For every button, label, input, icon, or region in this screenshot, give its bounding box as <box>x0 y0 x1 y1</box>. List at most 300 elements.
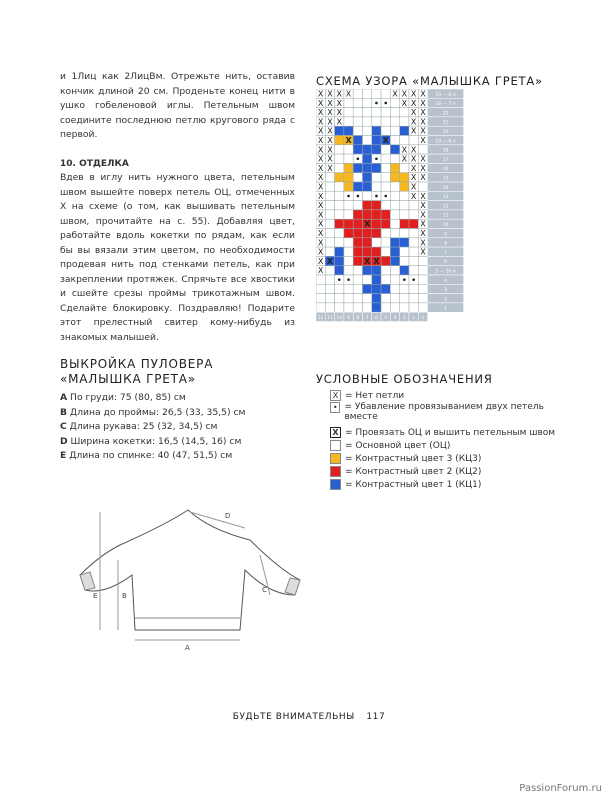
chart-cell <box>335 219 344 228</box>
chart-cell <box>381 117 390 126</box>
measurements-list <box>60 391 295 464</box>
row-label: 7 <box>444 250 448 256</box>
col-label: 6 <box>375 316 378 321</box>
chart-dot-mark <box>384 195 387 198</box>
chart-x-mark: X <box>317 98 324 108</box>
chart-cell <box>372 238 381 247</box>
legend-swatch <box>330 466 341 477</box>
chart-cell <box>363 284 372 293</box>
chart-cell <box>325 173 334 182</box>
measurement-letter: D <box>60 435 68 447</box>
dim-label-a: A <box>185 644 190 652</box>
legend-item <box>316 426 566 439</box>
chart-cell <box>372 173 381 182</box>
chart-cell <box>353 145 362 154</box>
chart-cell <box>353 126 362 135</box>
chart-cell <box>390 201 399 210</box>
chart-x-mark: X <box>401 98 408 108</box>
chart-cell <box>363 247 372 256</box>
chart-cell <box>335 201 344 210</box>
chart-cell <box>363 275 372 284</box>
col-label: 2 <box>412 316 416 321</box>
chart-cell <box>325 191 334 200</box>
chart-cell <box>335 163 344 172</box>
footer <box>0 712 610 722</box>
chart-x-mark: X <box>401 145 408 155</box>
chart-title-text: СХЕМА УЗОРА «МАЛЫШКА ГРЕТА» <box>316 74 543 88</box>
chart-cell <box>363 210 372 219</box>
row-label: 11 <box>442 213 449 219</box>
legend-text: = Контрастный цвет 2 (КЦ2) <box>345 466 482 477</box>
chart-cell <box>344 173 353 182</box>
chart-cell <box>363 145 372 154</box>
row-label: 17 <box>442 157 449 163</box>
chart-cell <box>335 136 344 145</box>
chart-cell <box>344 108 353 117</box>
chart-x-mark: X <box>420 229 426 238</box>
chart-x-mark: X <box>410 182 417 192</box>
chart-cell <box>372 126 381 135</box>
chart-cell <box>335 173 344 182</box>
chart-cell <box>372 117 381 126</box>
legend-swatch <box>330 440 341 451</box>
chart-cell <box>390 154 399 163</box>
chart-cell <box>353 247 362 256</box>
chart-cell <box>390 275 399 284</box>
chart-cell <box>418 256 427 265</box>
chart-x-mark: X <box>336 117 342 127</box>
chart-cell <box>344 98 353 107</box>
chart-cell <box>400 117 409 126</box>
measurement-letter: B <box>60 406 68 418</box>
chart-cell <box>372 89 381 98</box>
chart-x-mark: X <box>420 219 426 229</box>
step-title: 10. ОТДЕЛКА <box>60 158 129 169</box>
chart-cell <box>372 275 381 284</box>
legend-swatch <box>330 453 341 464</box>
chart-cell <box>381 256 390 265</box>
chart-cell <box>353 275 362 284</box>
chart-dot-mark <box>375 157 378 160</box>
col-label: 4 <box>393 316 397 321</box>
chart-x-mark: X <box>345 136 352 145</box>
chart-cell <box>409 201 418 210</box>
row-label: 21 <box>442 120 449 126</box>
chart-cell <box>390 182 399 191</box>
legend-item <box>316 439 566 452</box>
chart-cell <box>363 191 372 200</box>
chart-cell <box>335 229 344 238</box>
chart-x-mark: X <box>410 191 417 201</box>
chart-x-mark: X <box>420 117 426 127</box>
watermark: PassionForum.ru <box>519 783 602 794</box>
chart-cell <box>325 219 334 228</box>
row-label: 2 <box>444 297 448 303</box>
chart-cell <box>381 201 390 210</box>
chart-x-mark: X <box>317 266 324 276</box>
chart-cell <box>390 98 399 107</box>
chart-cell <box>409 266 418 275</box>
chart-cell <box>390 284 399 293</box>
chart-cell <box>325 303 334 312</box>
chart-cell <box>325 238 334 247</box>
row-label: 19 — 6 п <box>435 139 456 145</box>
chart-cell <box>335 145 344 154</box>
chart-cell <box>344 126 353 135</box>
row-label: 3 <box>444 288 448 294</box>
chart-cell <box>390 173 399 182</box>
chart-x-mark: X <box>326 256 334 266</box>
chart-x-mark: X <box>401 89 408 99</box>
chart-cell <box>335 191 344 200</box>
chart-x-mark: X <box>317 126 324 136</box>
chart-cell <box>390 256 399 265</box>
legend-swatch <box>330 479 341 490</box>
row-label: 15 <box>442 176 449 182</box>
chart-cell <box>381 238 390 247</box>
legend-items <box>316 389 566 491</box>
chart-x-mark: X <box>327 98 333 108</box>
chart-cell <box>353 117 362 126</box>
chart-cell <box>400 191 409 200</box>
chart-cell <box>344 154 353 163</box>
chart-x-mark: X <box>420 210 426 220</box>
col-label: 5 <box>384 316 388 321</box>
chart-title <box>316 74 556 88</box>
legend-item <box>316 452 566 465</box>
paragraph-finishing: Вдев в иглу нить нужного цвета, петельным швом вышейте поверх петель ОЦ, отмеченных X на схеме (о том, как вышивать петельным швом, прочитайте на с. 55). Добавляя цвет, работайте вдоль кокетки по рядам, как если бы вы вязали этим цветом, по необходимости продевая нить под стенками петель, как при закреплении протяжек. Спрячьте все хвостики и сшейте срезы проймы трикотажным швом. Сделайте блокировку. Поздравляю! Подарите этот прелестный свитер кому-нибудь из знакомых малышей. <box>60 172 295 343</box>
chart-x-mark: X <box>317 117 324 127</box>
measurement-text: Длина по спинке: 40 (47, 51,5) см <box>66 450 233 461</box>
chart-cell <box>353 266 362 275</box>
chart-x-mark: X <box>317 247 324 257</box>
chart-cell <box>372 201 381 210</box>
chart-x-mark: X <box>420 126 426 136</box>
chart-cell <box>400 266 409 275</box>
chart-cell <box>400 229 409 238</box>
chart-cell <box>325 182 334 191</box>
chart-x-mark: X <box>410 145 417 155</box>
chart-x-mark: X <box>336 108 342 118</box>
chart-cell <box>400 247 409 256</box>
chart-cell <box>400 126 409 135</box>
col-label: 7 <box>365 316 369 321</box>
chart-cell <box>381 173 390 182</box>
chart-cell <box>335 154 344 163</box>
chart-cell <box>335 303 344 312</box>
row-label: 22 <box>442 111 449 117</box>
chart-cell <box>409 284 418 293</box>
chart-cell <box>344 256 353 265</box>
sweater-schematic <box>70 500 310 670</box>
measurement-item <box>60 449 295 464</box>
chart-cell <box>363 303 372 312</box>
measurement-item <box>60 391 295 406</box>
chart-cell <box>400 182 409 191</box>
chart-cell <box>372 163 381 172</box>
col-label: 10 <box>336 316 343 321</box>
chart-x-mark: X <box>327 154 333 164</box>
pattern-title: ВЫКРОЙКА ПУЛОВЕРА «МАЛЫШКА ГРЕТА» <box>60 357 214 386</box>
chart-cell <box>325 275 334 284</box>
chart-dot-mark <box>375 195 378 198</box>
chart-cell <box>335 247 344 256</box>
row-label: 6 <box>444 260 448 266</box>
chart-cell <box>353 284 362 293</box>
chart-x-mark: X <box>327 89 333 99</box>
chart-cell <box>353 303 362 312</box>
chart-cell <box>353 210 362 219</box>
chart-cell <box>335 256 344 265</box>
chart-x-mark: X <box>327 117 333 127</box>
legend-swatch: X <box>330 390 341 401</box>
chart-x-mark: X <box>420 136 426 145</box>
chart-cell <box>335 294 344 303</box>
chart-cell <box>390 145 399 154</box>
row-label: 1 <box>444 306 448 312</box>
chart-x-mark: X <box>317 173 324 183</box>
measurement-text: Длина рукава: 25 (32, 34,5) см <box>66 421 218 432</box>
row-label: 13 <box>442 195 449 201</box>
chart-cell <box>381 182 390 191</box>
row-label: 18 — 7 п <box>435 102 456 108</box>
chart-cell <box>344 182 353 191</box>
row-label: 12 <box>442 204 449 210</box>
chart-x-mark: X <box>317 219 324 229</box>
chart-cell <box>372 219 381 228</box>
chart-cell <box>325 266 334 275</box>
row-label: 14 <box>442 185 449 191</box>
chart-cell <box>353 182 362 191</box>
chart-x-mark: X <box>420 154 426 164</box>
chart-cell <box>363 173 372 182</box>
chart-cell <box>344 303 353 312</box>
row-label: 8 <box>444 241 448 247</box>
chart-cell <box>353 173 362 182</box>
chart-x-mark: X <box>410 98 417 108</box>
chart-cell <box>344 210 353 219</box>
chart-dot-mark <box>412 278 415 281</box>
chart-cell <box>372 210 381 219</box>
measurement-letter: E <box>60 450 67 461</box>
chart-cell <box>344 238 353 247</box>
chart-cell <box>353 256 362 265</box>
row-label: 4 <box>444 278 448 284</box>
chart-cell <box>363 182 372 191</box>
row-label: 19 — 6 п <box>435 92 456 98</box>
chart-x-mark: X <box>336 98 342 108</box>
chart-cell <box>400 256 409 265</box>
chart-cell <box>400 219 409 228</box>
chart-cell <box>372 247 381 256</box>
legend-item <box>316 465 566 478</box>
chart-cell <box>344 163 353 172</box>
chart-cell <box>409 247 418 256</box>
chart-cell <box>390 136 399 145</box>
chart-x-mark: X <box>327 108 333 118</box>
chart-cell <box>353 201 362 210</box>
chart-cell <box>400 136 409 145</box>
chart-cell <box>390 294 399 303</box>
measurement-item <box>60 420 295 435</box>
chart-cell <box>372 284 381 293</box>
chart-cell <box>363 126 372 135</box>
chart-cell <box>316 275 325 284</box>
chart-x-mark: X <box>420 247 426 257</box>
chart-cell <box>344 229 353 238</box>
chart-x-mark: X <box>317 182 324 192</box>
chart-cell <box>335 182 344 191</box>
chart-cell <box>335 266 344 275</box>
measurement-item <box>60 406 295 421</box>
chart-dot-mark <box>403 278 406 281</box>
chart-cell <box>316 284 325 293</box>
chart-cell <box>353 136 362 145</box>
chart-cell <box>372 108 381 117</box>
chart-cell <box>381 145 390 154</box>
chart-x-mark: X <box>364 219 371 229</box>
chart-x-mark: X <box>392 89 398 99</box>
chart-cell <box>353 89 362 98</box>
legend-swatch: X <box>330 427 341 438</box>
measurement-text: Ширина кокетки: 16,5 (14,5, 16) см <box>67 435 242 447</box>
text-column <box>60 70 295 464</box>
chart-cell <box>325 210 334 219</box>
chart-cell <box>381 219 390 228</box>
measurement-text: По груди: 75 (80, 85) см <box>67 392 186 403</box>
chart-cell <box>363 98 372 107</box>
chart-x-mark: X <box>410 117 417 127</box>
measurement-letter: C <box>60 421 67 432</box>
chart-cell <box>409 229 418 238</box>
chart-cell <box>400 201 409 210</box>
chart-cell <box>353 98 362 107</box>
chart-cell <box>390 303 399 312</box>
col-label: 12 <box>317 316 324 321</box>
chart-cell <box>409 303 418 312</box>
chart-cell <box>400 173 409 182</box>
chart-cell <box>381 294 390 303</box>
chart-cell <box>400 303 409 312</box>
chart-cell <box>353 108 362 117</box>
chart-cell <box>381 229 390 238</box>
chart-cell <box>363 238 372 247</box>
chart-cell <box>409 238 418 247</box>
legend-item <box>316 402 566 426</box>
chart-cell <box>418 145 427 154</box>
chart-cell <box>381 284 390 293</box>
chart-cell <box>344 145 353 154</box>
chart-cell <box>363 201 372 210</box>
legend-item <box>316 389 566 402</box>
chart-cell <box>390 219 399 228</box>
chart-cell <box>409 294 418 303</box>
chart-cell <box>381 275 390 284</box>
chart-cell <box>325 247 334 256</box>
chart-cell <box>335 238 344 247</box>
chart-x-mark: X <box>317 238 324 248</box>
legend-text: = Контрастный цвет 1 (КЦ1) <box>345 479 482 490</box>
chart-dot-mark <box>357 157 360 160</box>
chart-cell <box>372 229 381 238</box>
chart-cell <box>335 210 344 219</box>
chart-dot-mark <box>384 102 387 105</box>
chart-cell <box>418 303 427 312</box>
legend-text: = Убавление провязыванием двух петель вместе <box>344 402 544 422</box>
chart-cell <box>344 117 353 126</box>
chart-dot-mark <box>347 195 350 198</box>
chart-cell <box>363 229 372 238</box>
chart-cell <box>390 238 399 247</box>
page-number: 117 <box>366 712 386 722</box>
chart-x-mark: X <box>410 173 417 183</box>
col-label: 9 <box>347 316 350 321</box>
chart-cell <box>316 303 325 312</box>
col-label: 8 <box>356 316 360 321</box>
chart-cell <box>372 294 381 303</box>
chart-cell <box>409 136 418 145</box>
chart-cell <box>418 284 427 293</box>
dim-label-c: C <box>262 586 267 594</box>
chart-x-mark: X <box>317 163 324 173</box>
chart-cell <box>363 89 372 98</box>
chart-cell <box>409 219 418 228</box>
chart-cell <box>335 126 344 135</box>
chart-cell <box>344 247 353 256</box>
row-label: 10 <box>442 223 449 228</box>
dim-label-e: E <box>93 592 98 600</box>
chart-cell <box>381 108 390 117</box>
dim-label-b: B <box>122 592 127 600</box>
chart-x-mark: X <box>317 229 324 238</box>
chart-cell <box>409 210 418 219</box>
chart-cell <box>381 266 390 275</box>
chart-x-mark: X <box>327 145 333 155</box>
chart-x-mark: X <box>401 154 408 164</box>
row-label: 5 — 10 п <box>435 269 456 275</box>
row-label: 9 <box>444 232 448 238</box>
chart-cell <box>325 201 334 210</box>
chart-x-mark: X <box>317 145 324 155</box>
legend <box>316 372 566 491</box>
legend-text: = Контрастный цвет 3 (КЦ3) <box>345 453 482 464</box>
chart-x-mark: X <box>317 256 324 266</box>
chart-cell <box>363 266 372 275</box>
chart-cell <box>418 275 427 284</box>
chart-cell <box>390 210 399 219</box>
chart-cell <box>344 294 353 303</box>
chart-cell <box>400 108 409 117</box>
chart-x-mark: X <box>317 89 324 99</box>
chart-cell <box>400 210 409 219</box>
legend-text: = Основной цвет (ОЦ) <box>345 440 451 451</box>
col-label: 1 <box>421 316 425 321</box>
chart-cell <box>400 294 409 303</box>
chart-cell <box>372 266 381 275</box>
chart-x-mark: X <box>420 108 426 118</box>
chart-cell <box>418 266 427 275</box>
chart-x-mark: X <box>410 154 417 164</box>
chart-cell <box>372 136 381 145</box>
paragraph-intro: и 1Лиц как 2ЛицВм. Отрежьте нить, оставив кончик длиной 20 см. Проденьте конец нити в ушко гобеленовой иглы. Петельным швом соедините последнюю петлю кругового ряда с первой. <box>60 71 295 140</box>
chart-cell <box>344 266 353 275</box>
chart-x-mark: X <box>364 256 371 266</box>
chart-cell <box>363 136 372 145</box>
chart-cell <box>390 247 399 256</box>
legend-title: УСЛОВНЫЕ ОБОЗНАЧЕНИЯ <box>316 372 493 386</box>
row-label: 18 <box>442 148 449 154</box>
chart-x-mark: X <box>382 136 389 145</box>
